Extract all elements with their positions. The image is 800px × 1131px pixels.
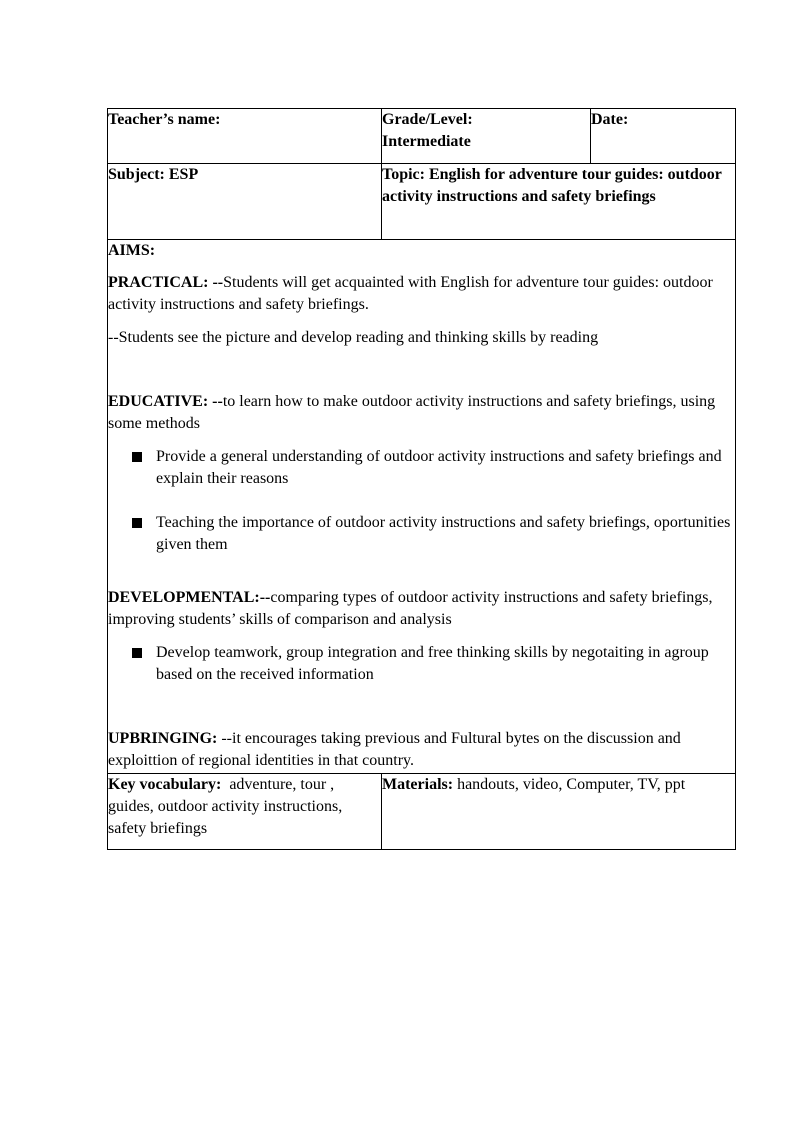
topic-cell xyxy=(382,164,736,240)
developmental-label: DEVELOPMENTAL:-- xyxy=(108,589,271,606)
square-bullet-icon xyxy=(132,648,142,658)
upbringing-label: UPBRINGING: xyxy=(108,730,218,747)
materials-label: Materials: xyxy=(382,776,454,793)
list-item xyxy=(108,642,735,686)
upbringing-text: --it encourages taking previous and Fultural bytes on the discussion and exploittion of regional identities in that country. xyxy=(108,730,681,769)
date-cell xyxy=(591,109,736,164)
lesson-plan-table xyxy=(107,108,736,850)
bullet-text: Teaching the importance of outdoor activity instructions and safety briefings, oportunities given them xyxy=(156,514,731,553)
practical-paragraph xyxy=(108,272,735,316)
subject-cell xyxy=(108,164,382,240)
practical-text: Students will get acquainted with English for adventure tour guides: outdoor activity instructions and safety briefings. xyxy=(108,274,713,313)
educative-text: to learn how to make outdoor activity instructions and safety briefings, using some methods xyxy=(108,393,716,432)
footer-row xyxy=(108,774,736,850)
developmental-bullet-list xyxy=(108,642,735,686)
topic-text: Topic: English for adventure tour guides: outdoor activity instructions and safety briefings xyxy=(382,166,722,205)
teacher-name-label: Teacher’s name: xyxy=(108,111,221,128)
educative-label: EDUCATIVE: -- xyxy=(108,393,223,410)
aims-cell xyxy=(108,240,736,774)
upbringing-paragraph xyxy=(108,728,735,772)
practical-label: PRACTICAL: -- xyxy=(108,274,224,291)
key-vocabulary-cell xyxy=(108,774,382,850)
aims-heading: AIMS: xyxy=(108,242,156,259)
developmental-paragraph xyxy=(108,587,735,631)
list-item xyxy=(108,446,735,490)
key-vocabulary-text xyxy=(108,774,381,840)
developmental-text: comparing types of outdoor activity instructions and safety briefings, improving students’ skills of comparison and analysis xyxy=(108,589,713,628)
materials-items: handouts, video, Computer, TV, ppt xyxy=(453,776,686,793)
aims-row xyxy=(108,240,736,774)
educative-bullet-list xyxy=(108,446,735,556)
key-vocabulary-label: Key vocabulary: xyxy=(108,776,222,793)
bullet-text: Develop teamwork, group integration and free thinking skills by negotaiting in agroup based on the received information xyxy=(156,644,709,683)
materials-cell xyxy=(382,774,736,850)
subject-row xyxy=(108,164,736,240)
square-bullet-icon xyxy=(132,452,142,462)
list-item xyxy=(108,512,735,556)
bullet-text: Provide a general understanding of outdoor activity instructions and safety briefings and explain their reasons xyxy=(156,448,722,487)
materials-text xyxy=(382,774,735,796)
key-vocabulary-items: adventure, tour , guides, outdoor activity instructions, safety briefings xyxy=(108,776,347,837)
subject-text: Subject: ESP xyxy=(108,166,199,183)
grade-level-cell xyxy=(382,109,591,164)
educative-paragraph xyxy=(108,391,735,435)
date-label: Date: xyxy=(591,111,629,128)
grade-level-label: Grade/Level: xyxy=(382,111,473,128)
teacher-name-cell xyxy=(108,109,382,164)
practical-paragraph-2: --Students see the picture and develop reading and thinking skills by reading xyxy=(108,329,599,346)
header-row xyxy=(108,109,736,164)
lesson-plan xyxy=(107,108,735,850)
square-bullet-icon xyxy=(132,518,142,528)
grade-level-value: Intermediate xyxy=(382,133,471,150)
